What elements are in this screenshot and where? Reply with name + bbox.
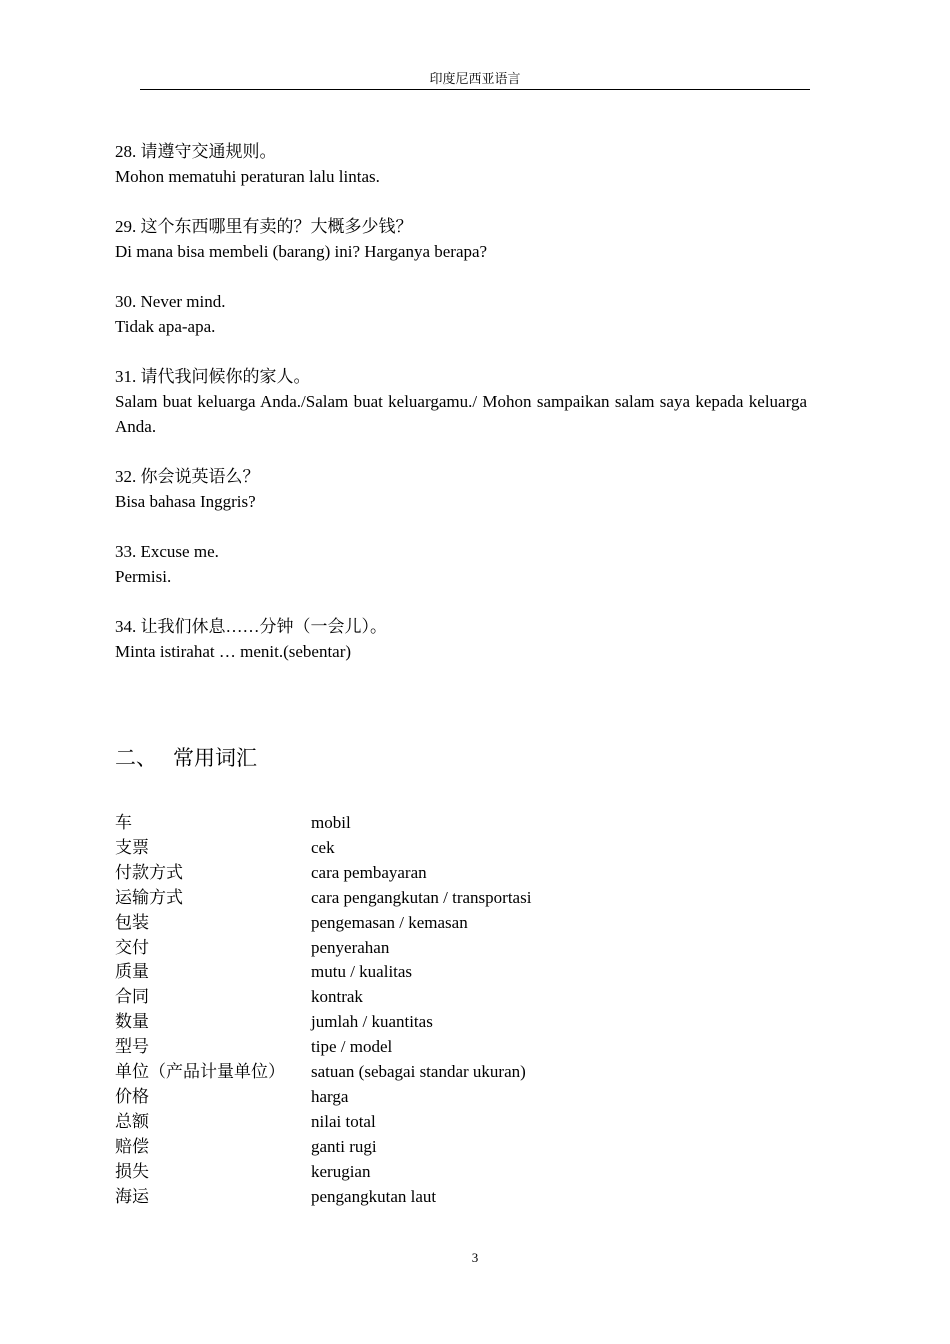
vocab-indonesian: cek — [311, 837, 335, 857]
phrase-translation: Tidak apa-apa. — [115, 317, 216, 336]
vocab-indonesian: tipe / model — [311, 1037, 393, 1057]
vocab-chinese: 型号 — [115, 1037, 149, 1057]
vocab-indonesian: kontrak — [311, 987, 363, 1007]
vocab-row — [115, 1060, 807, 1085]
vocab-indonesian: cara pembayaran — [311, 862, 427, 882]
vocabulary-list — [115, 811, 807, 1210]
vocab-chinese: 质量 — [115, 962, 149, 982]
vocab-chinese: 车 — [115, 813, 132, 832]
vocab-indonesian: cara pengangkutan / transportasi — [311, 887, 532, 907]
vocab-indonesian: harga — [311, 1086, 349, 1106]
phrase-translation: Mohon mematuhi peraturan lalu lintas. — [115, 167, 380, 186]
vocab-chinese: 付款方式 — [115, 862, 183, 882]
vocab-chinese: 运输方式 — [115, 887, 183, 907]
phrase-item — [115, 289, 807, 339]
phrase-item — [115, 139, 807, 189]
vocab-row — [115, 1035, 807, 1060]
phrase-item — [115, 214, 807, 264]
vocab-row — [115, 1135, 807, 1160]
phrase-list — [115, 139, 807, 689]
vocab-chinese: 赔偿 — [115, 1136, 149, 1156]
vocab-row — [115, 985, 807, 1010]
vocab-row — [115, 1160, 807, 1185]
phrase-item — [115, 464, 807, 514]
phrase-item — [115, 539, 807, 589]
vocab-chinese: 合同 — [115, 987, 149, 1007]
vocab-chinese: 单位（产品计量单位） — [115, 1062, 285, 1082]
vocab-row — [115, 886, 807, 911]
header-title: 印度尼西亚语言 — [429, 71, 521, 86]
section-number: 二、 — [115, 746, 157, 770]
vocab-indonesian: satuan (sebagai standar ukuran) — [311, 1062, 526, 1082]
phrase-item — [115, 614, 807, 664]
phrase-source: 29. 这个东西哪里有卖的？大概多少钱？ — [115, 217, 413, 236]
phrase-source: 31. 请代我问候你的家人。 — [115, 367, 311, 386]
phrase-translation: Di mana bisa membeli (barang) ini? Harganya berapa? — [115, 242, 488, 261]
vocab-indonesian: jumlah / kuantitas — [311, 1012, 433, 1032]
vocab-row — [115, 911, 807, 936]
page-number: 3 — [471, 1250, 479, 1265]
page-header — [140, 70, 810, 90]
vocab-indonesian: mobil — [311, 813, 351, 832]
phrase-source: 30. Never mind. — [115, 292, 226, 311]
vocab-chinese: 支票 — [115, 837, 149, 857]
vocab-row — [115, 1085, 807, 1110]
phrase-source: 34. 让我们休息……分钟（一会儿）。 — [115, 617, 387, 636]
vocab-chinese: 总额 — [115, 1111, 149, 1131]
vocab-indonesian: mutu / kualitas — [311, 962, 413, 982]
phrase-source: 33. Excuse me. — [115, 542, 219, 561]
vocab-row — [115, 811, 807, 836]
section-heading — [115, 744, 257, 772]
vocab-indonesian: penyerahan — [311, 937, 390, 957]
vocab-row — [115, 1110, 807, 1135]
vocab-indonesian: pengemasan / kemasan — [311, 912, 468, 932]
phrase-translation: Bisa bahasa Inggris? — [115, 492, 256, 511]
phrase-source: 32. 你会说英语么？ — [115, 467, 260, 486]
vocab-indonesian: pengangkutan laut — [311, 1186, 437, 1206]
vocab-chinese: 包装 — [115, 912, 149, 932]
phrase-translation: Permisi. — [115, 567, 172, 586]
phrase-item — [115, 364, 807, 439]
vocab-row — [115, 960, 807, 985]
vocab-chinese: 损失 — [115, 1161, 149, 1181]
vocab-row — [115, 1185, 807, 1210]
phrase-source: 28. 请遵守交通规则。 — [115, 142, 277, 161]
vocab-row — [115, 836, 807, 861]
phrase-translation: Salam buat keluarga Anda./Salam buat keluargamu./ Mohon sampaikan salam saya kepada keluarga Anda. — [115, 392, 807, 436]
phrase-translation: Minta istirahat … menit.(sebentar) — [115, 642, 352, 661]
section-title: 常用词汇 — [173, 746, 257, 770]
vocab-chinese: 交付 — [115, 937, 149, 957]
vocab-indonesian: kerugian — [311, 1161, 371, 1181]
vocab-row — [115, 1010, 807, 1035]
vocab-chinese: 数量 — [115, 1012, 149, 1032]
vocab-chinese: 价格 — [115, 1086, 149, 1106]
vocab-row — [115, 861, 807, 886]
vocab-indonesian: ganti rugi — [311, 1136, 377, 1156]
vocab-chinese: 海运 — [115, 1186, 149, 1206]
vocab-indonesian: nilai total — [311, 1111, 376, 1131]
vocab-row — [115, 936, 807, 961]
